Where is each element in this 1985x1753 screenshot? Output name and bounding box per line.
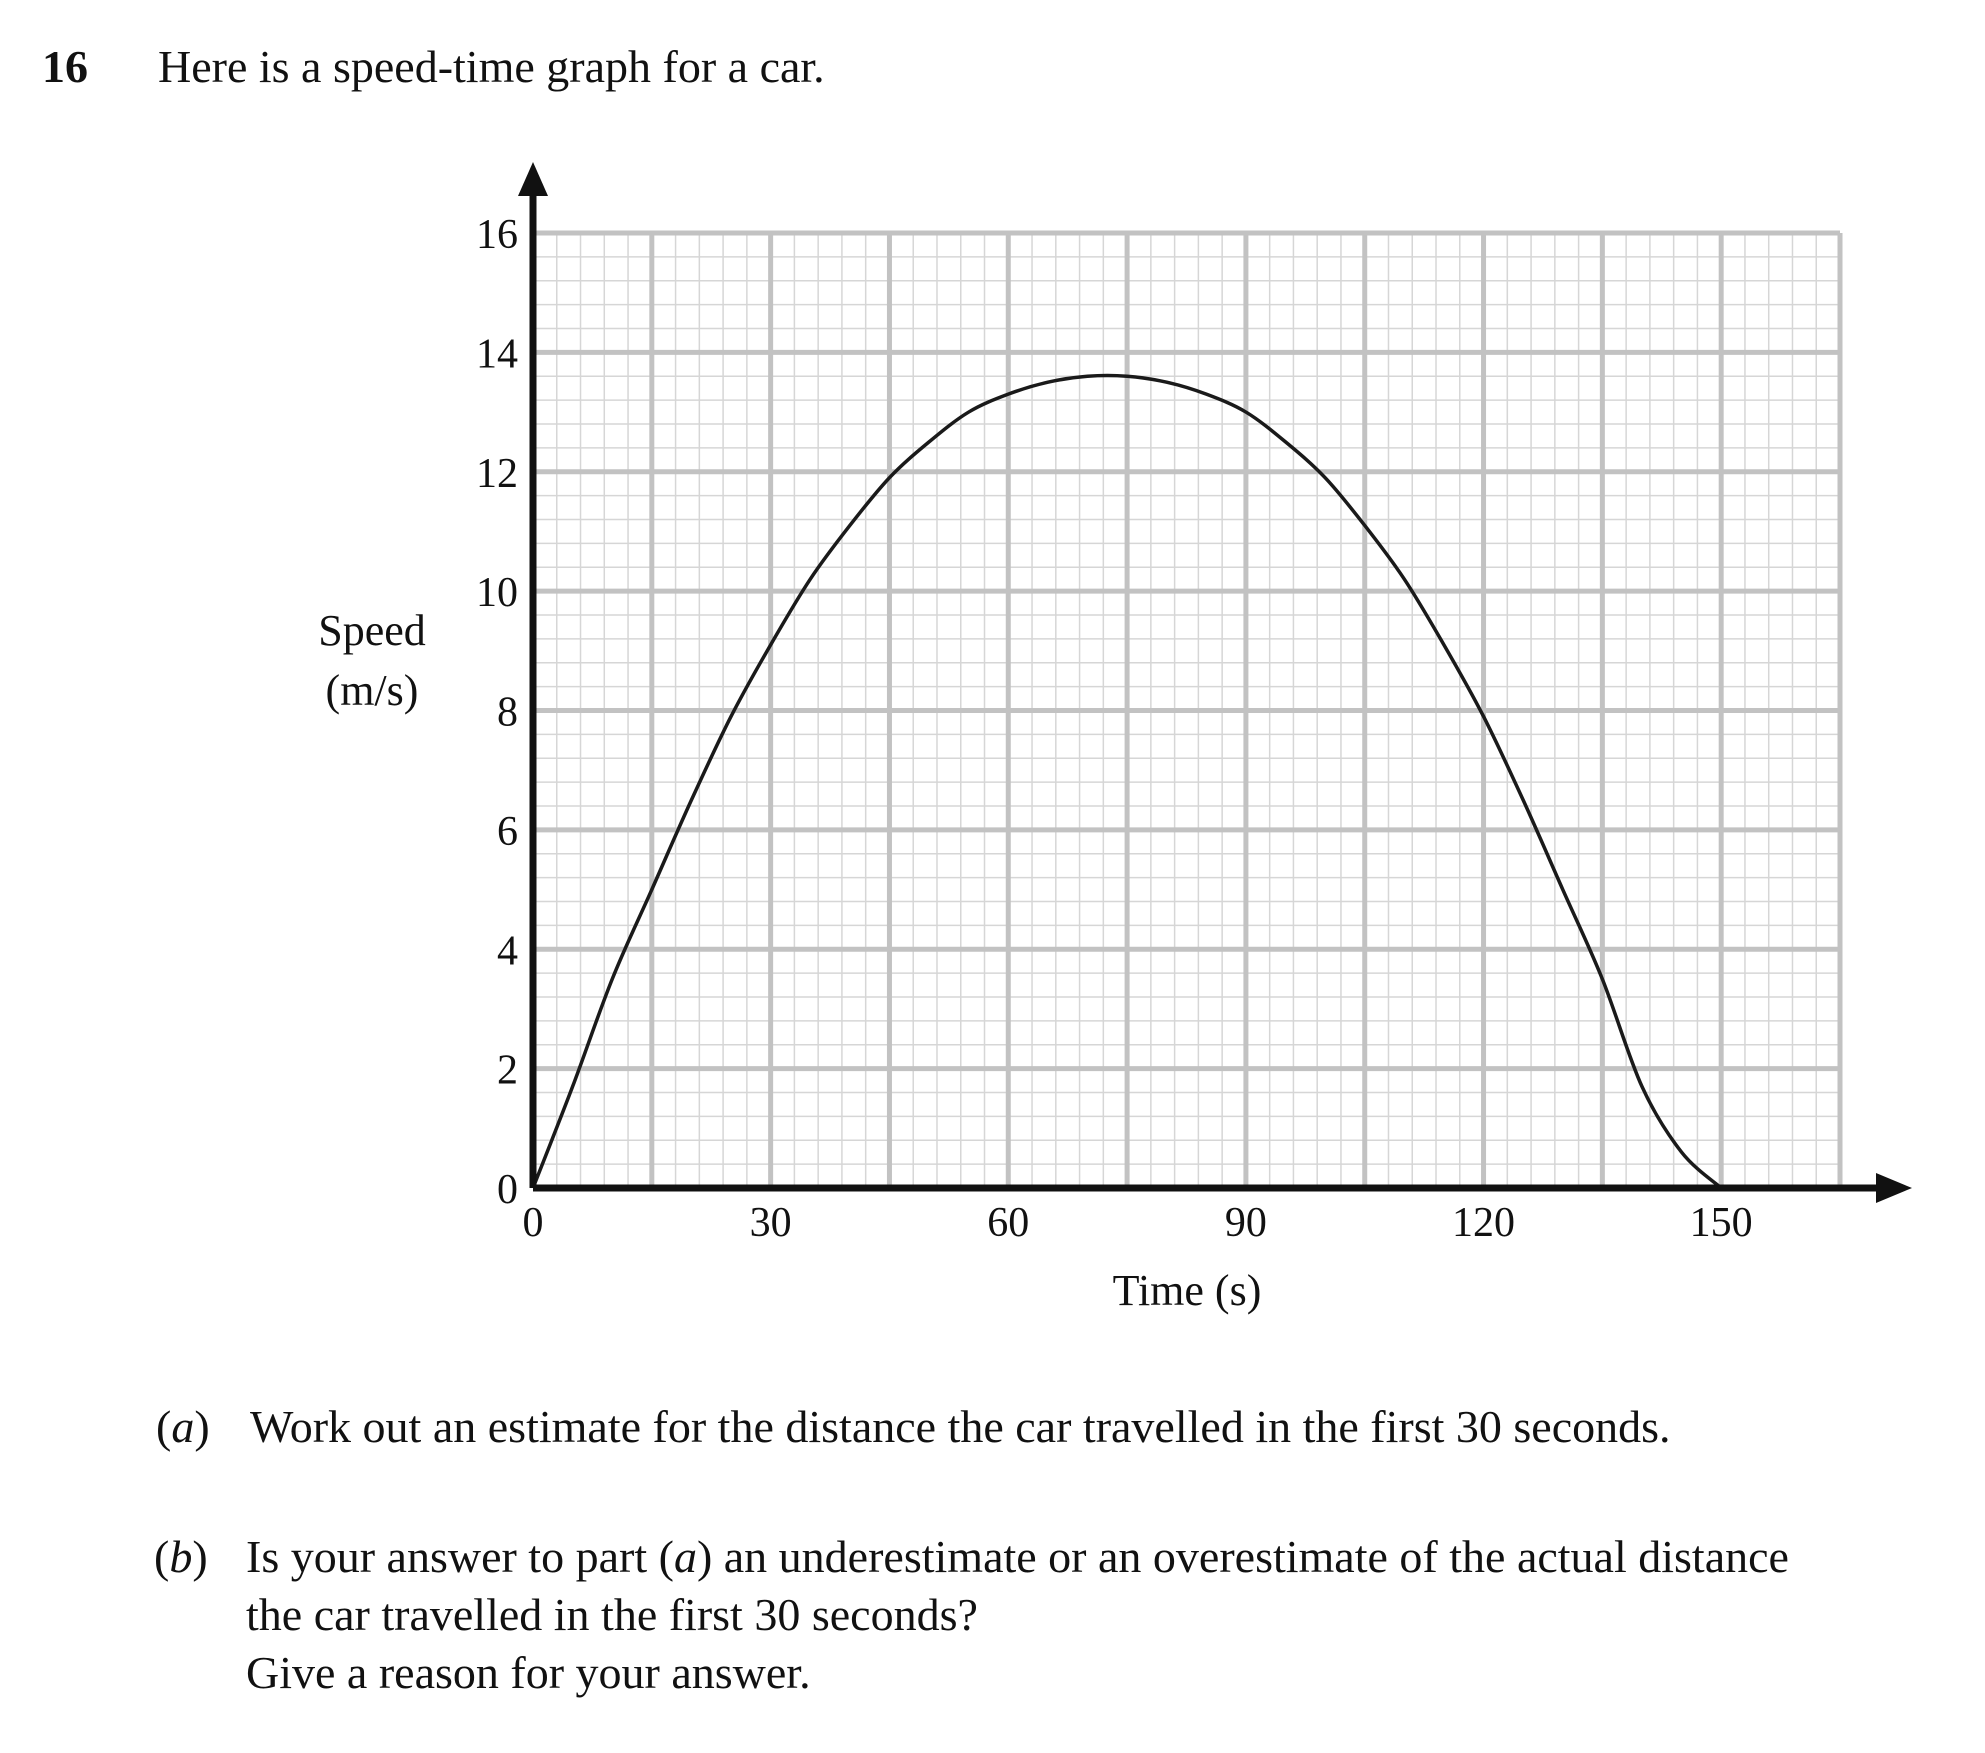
x-tick-label: 150 [1689,1200,1753,1246]
part-b-line-3: Give a reason for your answer. [246,1647,811,1698]
y-tick-label: 12 [476,450,518,497]
x-tick-label: 90 [1224,1200,1267,1246]
y-tick-label: 14 [476,331,518,378]
y-tick-label: 2 [497,1047,518,1094]
y-tick-label: 6 [497,808,518,855]
part-b-line-2: the car travelled in the first 30 seconds? [246,1589,978,1640]
question-intro: Here is a speed-time graph for a car. [158,41,825,92]
tick-labels [476,212,1753,1246]
axes [518,162,1912,1203]
y-axis-arrow [518,162,548,196]
part-b-text [246,1528,1789,1702]
question-number: 16 [42,41,88,92]
part-b [154,1528,1954,1708]
y-tick-label: 4 [497,928,518,975]
y-axis-label-line2: (m/s) [325,666,419,715]
y-tick-label: 0 [497,1167,518,1213]
x-tick-label: 120 [1452,1200,1516,1246]
part-b-label: (b) [154,1531,208,1582]
part-a [156,1398,1916,1458]
x-axis-arrow [1876,1173,1912,1203]
y-axis-label-line1: Speed [318,606,426,655]
part-a-text [250,1398,1671,1456]
x-tick-label: 0 [522,1200,544,1246]
x-tick-label: 60 [987,1200,1030,1246]
part-b-line-1: Is your answer to part (a) an underestimate or an overestimate of the actual distance [246,1531,1789,1582]
y-tick-label: 10 [476,570,518,617]
part-a-label: (a) [156,1401,210,1452]
x-axis-label: Time (s) [1112,1266,1262,1315]
part-a-line: Work out an estimate for the distance the car travelled in the first 30 seconds. [250,1401,1671,1452]
y-tick-label: 16 [476,212,518,258]
x-tick-label: 30 [749,1200,792,1246]
y-tick-label: 8 [497,689,518,736]
